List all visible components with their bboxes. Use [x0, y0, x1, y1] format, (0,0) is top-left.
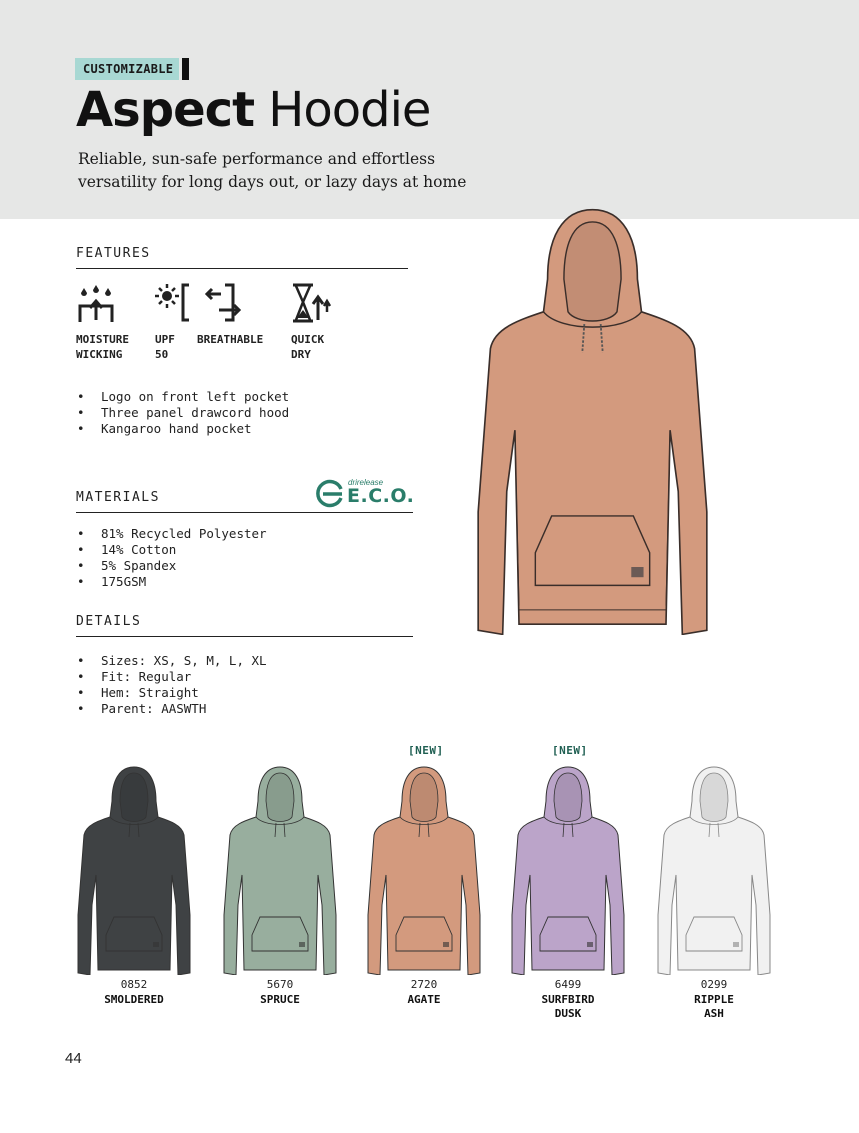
- variant-hoodie-1: [220, 765, 340, 975]
- variant-hoodie-4: [654, 765, 774, 975]
- product-subtitle: Reliable, sun-safe performance and effortless versatility for long days out, or lazy days at home: [78, 150, 467, 191]
- customizable-tag: [75, 58, 189, 80]
- feature-moisture-wicking: [76, 282, 129, 362]
- hoodie-thumbnail: [654, 765, 774, 975]
- eco-logo-text: E.C.O.: [347, 485, 415, 507]
- materials-rule: [76, 512, 413, 513]
- variant-code: 6499: [554, 978, 582, 991]
- variant-name: AGATE: [407, 993, 441, 1006]
- hoodie-thumbnail: [508, 765, 628, 975]
- feature-label: MOISTURE WICKING: [76, 333, 129, 361]
- variant-hoodie-0: [74, 765, 194, 975]
- title-regular: Hoodie: [268, 82, 431, 138]
- variant-hoodie-3: [508, 765, 628, 975]
- quick-dry-icon: [291, 282, 331, 324]
- list-item: • 175GSM: [76, 574, 267, 590]
- feature-breathable: [197, 282, 263, 347]
- list-item: • Logo on front left pocket: [76, 389, 289, 405]
- feature-label: UPF 50: [155, 333, 175, 361]
- variant-hoodie-2: [364, 765, 484, 975]
- tag-bar: [182, 58, 189, 80]
- features-rule: [76, 268, 408, 269]
- variant-name: SPRUCE: [260, 993, 300, 1006]
- list-item: • Sizes: XS, S, M, L, XL: [76, 653, 267, 669]
- breathable-icon: [203, 282, 243, 324]
- page-title: [76, 80, 430, 140]
- feature-quick-dry: [291, 282, 331, 362]
- list-item: • Hem: Straight: [76, 685, 267, 701]
- page-number: 44: [65, 1050, 82, 1067]
- new-badge: [NEW]: [552, 744, 588, 757]
- eco-logo-small: drirelease: [348, 478, 384, 487]
- materials-heading: MATERIALS: [76, 490, 160, 505]
- variant-code: 5670: [266, 978, 294, 991]
- list-item: • 81% Recycled Polyester: [76, 526, 267, 542]
- variant-code: 0299: [700, 978, 728, 991]
- details-rule: [76, 636, 413, 637]
- list-item: • 14% Cotton: [76, 542, 267, 558]
- details-list: [76, 653, 267, 717]
- list-item: • Kangaroo hand pocket: [76, 421, 289, 437]
- details-heading: DETAILS: [76, 614, 142, 629]
- variant-name: RIPPLE ASH: [694, 993, 734, 1020]
- feature-label: QUICK DRY: [291, 333, 325, 361]
- list-item: • Parent: AASWTH: [76, 701, 267, 717]
- feature-label: BREATHABLE: [197, 333, 264, 346]
- features-heading: FEATURES: [76, 246, 151, 261]
- tag-label: CUSTOMIZABLE: [75, 58, 179, 80]
- list-item: • Three panel drawcord hood: [76, 405, 289, 421]
- hoodie-thumbnail: [364, 765, 484, 975]
- variant-code: 0852: [120, 978, 148, 991]
- variant-code: 2720: [410, 978, 438, 991]
- materials-list: [76, 526, 267, 590]
- eco-leaf-icon: [314, 478, 346, 510]
- upf-sun-icon: [155, 282, 195, 324]
- hoodie-thumbnail: [220, 765, 340, 975]
- moisture-wicking-icon: [76, 282, 116, 324]
- new-badge: [NEW]: [408, 744, 444, 757]
- variant-name: SMOLDERED: [104, 993, 164, 1006]
- hoodie-thumbnail: [74, 765, 194, 975]
- list-item: • 5% Spandex: [76, 558, 267, 574]
- hero-hoodie-image: [470, 205, 715, 635]
- feature-upf: [155, 282, 195, 362]
- features-list: [76, 389, 289, 437]
- title-bold: Aspect: [76, 82, 255, 138]
- variant-name: SURFBIRD DUSK: [541, 993, 595, 1020]
- list-item: • Fit: Regular: [76, 669, 267, 685]
